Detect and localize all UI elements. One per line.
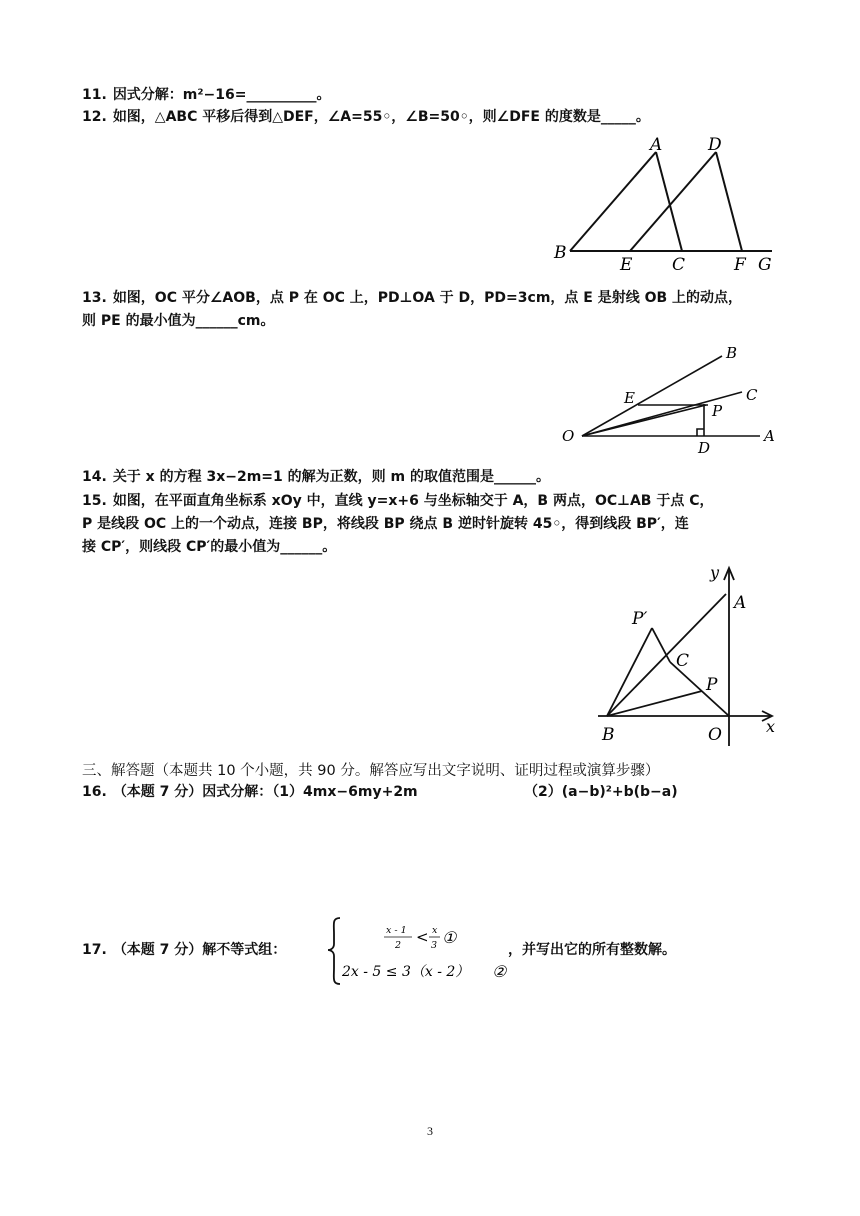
label-b: B [602, 725, 615, 745]
question-text: 关于 x 的方程 3x−2m=1 的解为正数，则 m 的取值范围是______。 [112, 469, 550, 485]
question-text-line3: 接 CP′，则线段 CP′的最小值为______。 [82, 539, 337, 555]
label-x: x [766, 717, 776, 736]
question-17 [82, 941, 286, 959]
section-heading: 三、解答题（本题共 10 个小题，共 90 分。解答应写出文字说明、证明过程或演算步骤） [82, 763, 660, 779]
question-11 [82, 86, 330, 104]
segment-ac [656, 152, 682, 251]
label-e: E [624, 389, 635, 407]
label-g: G [758, 255, 772, 275]
question-16 [82, 783, 418, 801]
question-15-continued-2 [82, 538, 336, 556]
page-number: 3 [427, 1124, 433, 1138]
question-number: 11. [82, 87, 107, 103]
question-text-line2: 则 PE 的最小值为______cm。 [82, 313, 275, 329]
label-o: O [562, 427, 575, 445]
brace [328, 918, 340, 984]
label-o: O [708, 725, 722, 745]
segment-p-prime-c [652, 628, 670, 662]
label-d: D [708, 135, 722, 155]
question-number: 16. [82, 784, 107, 800]
ineq2-tag: ② [492, 962, 507, 981]
figure-coordinate-rotation [590, 562, 786, 748]
label-b: B [726, 344, 738, 362]
question-15 [82, 492, 713, 510]
question-text: 因式分解：m²−16=__________。 [112, 87, 331, 103]
question-number: 15. [82, 493, 107, 509]
ineq1-tag: ① [442, 928, 457, 947]
question-15-continued-1 [82, 515, 689, 533]
question-number: 13. [82, 290, 107, 306]
question-16-part2 [524, 783, 678, 801]
label-c: C [676, 651, 690, 671]
question-number: 17. [82, 942, 107, 958]
question-text-line1: 如图，OC 平分∠AOB，点 P 在 OC 上，PD⊥OA 于 D，PD=3cm，点 E 是射线 OB 上的动点， [112, 290, 743, 306]
label-y: y [710, 563, 720, 582]
label-p-prime: P′ [632, 609, 648, 629]
label-a: A [734, 593, 747, 613]
label-a: A [650, 135, 663, 155]
question-part1: （本题 7 分）因式分解：（1）4mx−6my+2m [112, 784, 418, 800]
question-text: 如图，△ABC 平移后得到△DEF，∠A=55◦，∠B=50◦，则∠DFE 的度数是_____。 [112, 109, 650, 125]
ineq1-right-numerator: x [432, 925, 438, 936]
segment-bp-prime [607, 628, 652, 716]
question-number: 12. [82, 109, 107, 125]
label-c: C [672, 255, 686, 275]
segment-oe-p [582, 405, 706, 436]
label-c: C [746, 386, 758, 404]
question-14 [82, 468, 550, 486]
label-e: E [620, 255, 633, 275]
ineq1-left-numerator: x - 1 [386, 925, 407, 936]
figure-angle-bisector [560, 342, 786, 458]
ray-ob [582, 356, 722, 436]
question-number: 14. [82, 469, 107, 485]
ineq1-right-denominator: 3 [431, 940, 438, 951]
label-p: P [712, 402, 723, 420]
inequality-system [326, 914, 516, 986]
label-d: D [698, 439, 711, 457]
question-13 [82, 289, 742, 307]
question-text-line1: 如图，在平面直角坐标系 xOy 中，直线 y=x+6 与坐标轴交于 A，B 两点，OC⊥AB 于点 C， [112, 493, 714, 509]
ineq2: 2x - 5 ≤ 3（x - 2） [342, 964, 470, 980]
question-text-line2: P 是线段 OC 上的一个动点，连接 BP，将线段 BP 绕点 B 逆时针旋转 45◦，得到线段 BP′，连 [82, 516, 689, 532]
label-b: B [554, 243, 567, 263]
label-f: F [734, 255, 746, 275]
question-suffix: ，并写出它的所有整数解。 [508, 942, 676, 958]
question-prefix: （本题 7 分）解不等式组： [112, 942, 287, 958]
label-a: A [764, 427, 775, 445]
question-part2: （2）(a−b)²+b(b−a) [524, 784, 678, 800]
question-17-suffix [508, 941, 676, 959]
ineq1-operator: < [416, 928, 429, 946]
segment-bp [607, 691, 702, 716]
question-13-continued [82, 312, 274, 330]
right-angle-mark [697, 429, 704, 436]
label-p: P [706, 675, 718, 695]
segment-df [716, 152, 742, 251]
ineq1-left-denominator: 2 [395, 940, 402, 951]
figure-translation-triangles [552, 134, 784, 276]
question-12 [82, 108, 650, 126]
